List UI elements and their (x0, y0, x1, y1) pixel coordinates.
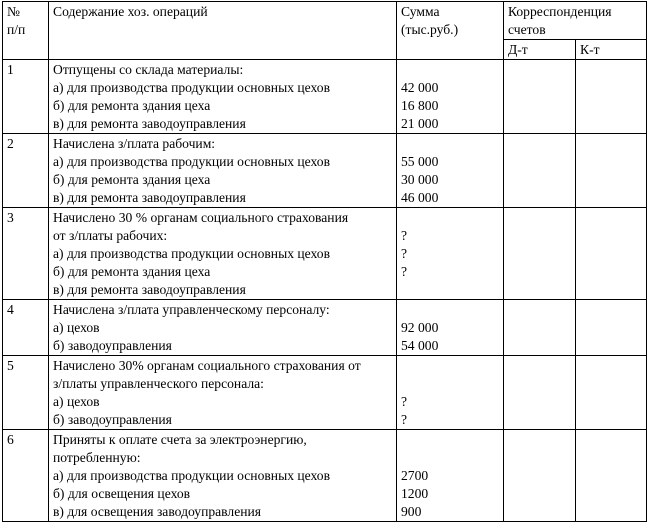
operation-number: 1 (3, 60, 49, 134)
description-line: з/платы управленческого персонала: (53, 376, 264, 391)
sum-value: 2700 (401, 468, 429, 483)
description-line: б) заводоуправления (53, 338, 172, 353)
description-line: Начислено 30 % органам социального страхования (53, 210, 349, 225)
sum-value (401, 431, 499, 449)
table-row (3, 430, 647, 522)
sum-value (401, 375, 499, 393)
description-line: в) для ремонта заводоуправления (53, 190, 246, 205)
debit-account-cell (504, 430, 576, 522)
description-line: Начислена з/плата рабочим: (53, 136, 216, 151)
credit-account-cell (576, 356, 647, 430)
table-row (3, 356, 647, 430)
description-line: а) для производства продукции основных цехов (53, 154, 331, 169)
credit-account-cell (576, 208, 647, 300)
header-credit: К-т (576, 40, 647, 60)
description-line: Отпущены со склада материалы: (53, 62, 244, 77)
sum-value: 1200 (401, 486, 429, 501)
operation-number: 5 (3, 356, 49, 430)
sum-value (401, 281, 499, 299)
operation-description (49, 134, 397, 208)
header-content: Содержание хоз. операций (49, 2, 397, 60)
sum-value: 55 000 (401, 154, 439, 169)
operation-description (49, 300, 397, 356)
debit-account-cell (504, 356, 576, 430)
sum-value: 42 000 (401, 80, 439, 95)
sum-value (401, 135, 499, 153)
operations-table (2, 1, 647, 522)
sum-value (401, 357, 499, 375)
table-row (3, 60, 647, 134)
description-line: а) для производства продукции основных цехов (53, 468, 331, 483)
header-number: № п/п (3, 2, 49, 60)
credit-account-cell (576, 134, 647, 208)
sum-value (401, 301, 499, 319)
sum-value: 54 000 (401, 338, 439, 353)
debit-account-cell (504, 208, 576, 300)
operation-description (49, 60, 397, 134)
operation-description (49, 430, 397, 522)
operation-number: 6 (3, 430, 49, 522)
debit-account-cell (504, 60, 576, 134)
sum-value: ? (401, 412, 408, 427)
description-line: а) для производства продукции основных цехов (53, 80, 331, 95)
description-line: а) цехов (53, 394, 100, 409)
description-line: Приняты к оплате счета за электроэнергию, (53, 432, 307, 447)
debit-account-cell (504, 134, 576, 208)
credit-account-cell (576, 430, 647, 522)
description-line: а) цехов (53, 320, 100, 335)
header-row (3, 2, 647, 40)
description-line: в) для ремонта заводоуправления (53, 282, 246, 297)
credit-account-cell (576, 300, 647, 356)
operation-sum (397, 430, 504, 522)
operation-number: 2 (3, 134, 49, 208)
sum-value: ? (401, 228, 408, 243)
sum-value (401, 61, 499, 79)
table-row (3, 208, 647, 300)
operation-number: 4 (3, 300, 49, 356)
sum-value: 92 000 (401, 320, 439, 335)
description-line: б) заводоуправления (53, 412, 172, 427)
description-line: Начислена з/плата управленческому персоналу: (53, 302, 330, 317)
operation-description (49, 356, 397, 430)
debit-account-cell (504, 300, 576, 356)
operation-description (49, 208, 397, 300)
table-row (3, 300, 647, 356)
header-debit: Д-т (504, 40, 576, 60)
header-correspondence: Корреспонденция счетов (504, 2, 647, 40)
operation-sum (397, 208, 504, 300)
operation-sum (397, 60, 504, 134)
sum-value: ? (401, 394, 408, 409)
header-sum: Сумма (тыс.руб.) (397, 2, 504, 60)
sum-value (401, 449, 499, 467)
operation-sum (397, 356, 504, 430)
operation-number: 3 (3, 208, 49, 300)
description-line: потребленную: (53, 450, 141, 465)
description-line: б) для освещения цехов (53, 486, 191, 501)
description-line: от з/платы рабочих: (53, 228, 168, 243)
description-line: а) для производства продукции основных цехов (53, 246, 331, 261)
sum-value: 21 000 (401, 116, 439, 131)
sum-value: 900 (401, 504, 422, 519)
operation-sum (397, 300, 504, 356)
description-line: в) для ремонта заводоуправления (53, 116, 246, 131)
description-line: б) для ремонта здания цеха (53, 98, 211, 113)
table-row (3, 134, 647, 208)
description-line: б) для ремонта здания цеха (53, 172, 211, 187)
description-line: б) для ремонта здания цеха (53, 264, 211, 279)
sum-value: 16 800 (401, 98, 439, 113)
sum-value: ? (401, 246, 408, 261)
description-line: Начислено 30% органам социального страхования от (53, 358, 361, 373)
operation-sum (397, 134, 504, 208)
description-line: в) для освещения заводоуправления (53, 504, 262, 519)
sum-value: 46 000 (401, 190, 439, 205)
credit-account-cell (576, 60, 647, 134)
operations-body (3, 60, 647, 522)
sum-value: 30 000 (401, 172, 439, 187)
sum-value: ? (401, 264, 408, 279)
sum-value (401, 209, 499, 227)
